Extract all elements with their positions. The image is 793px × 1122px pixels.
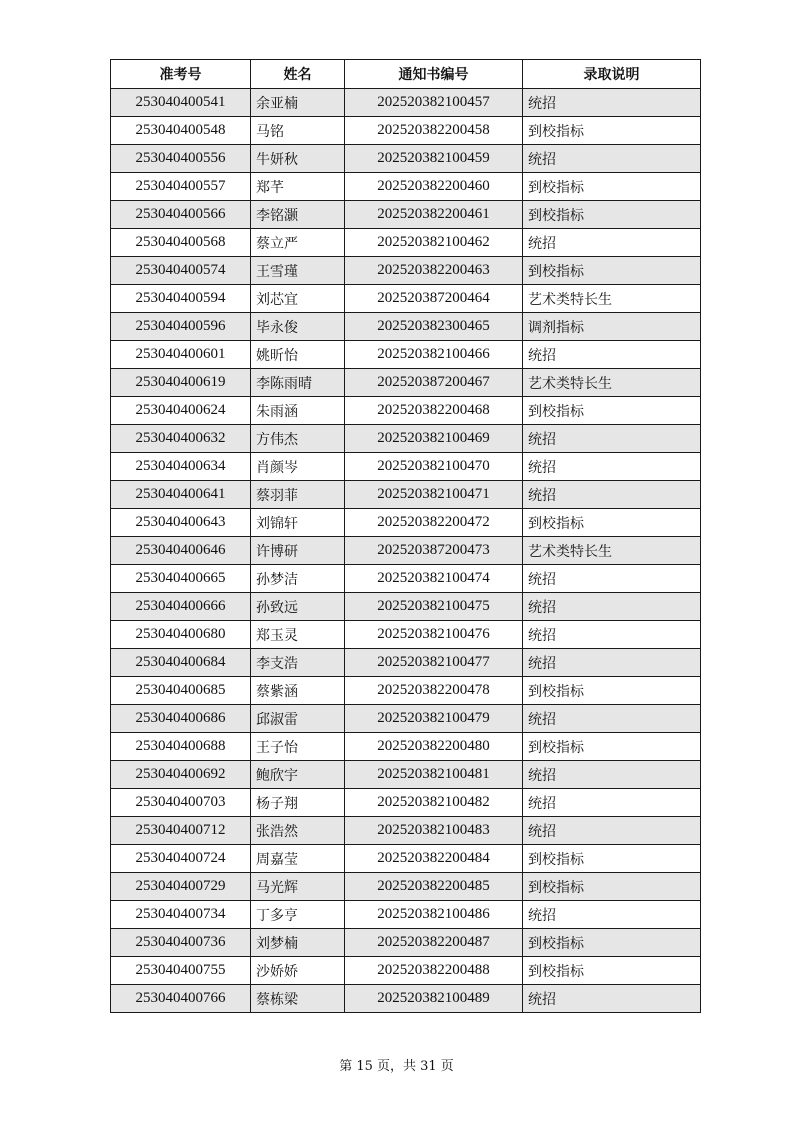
exam-number-cell: 253040400703 (111, 789, 251, 817)
notice-number-cell: 202520382100477 (345, 649, 523, 677)
exam-number-cell: 253040400556 (111, 145, 251, 173)
admission-note-cell: 到校指标 (523, 397, 701, 425)
name-cell: 周嘉莹 (251, 845, 345, 873)
table-row (111, 985, 701, 1013)
exam-number-cell: 253040400619 (111, 369, 251, 397)
exam-number-cell: 253040400548 (111, 117, 251, 145)
exam-number-cell: 253040400574 (111, 257, 251, 285)
notice-number-cell: 202520382200480 (345, 733, 523, 761)
notice-number-cell: 202520382100476 (345, 621, 523, 649)
notice-number-cell: 202520382100466 (345, 341, 523, 369)
exam-number-cell: 253040400665 (111, 565, 251, 593)
header-notice-number: 通知书编号 (345, 60, 523, 89)
name-cell: 肖颜岑 (251, 453, 345, 481)
notice-number-cell: 202520382200472 (345, 509, 523, 537)
notice-number-cell: 202520382100471 (345, 481, 523, 509)
notice-number-cell: 202520382200460 (345, 173, 523, 201)
name-cell: 朱雨涵 (251, 397, 345, 425)
exam-number-cell: 253040400766 (111, 985, 251, 1013)
table-row (111, 145, 701, 173)
table-body (111, 89, 701, 1013)
name-cell: 李支浩 (251, 649, 345, 677)
notice-number-cell: 202520382100470 (345, 453, 523, 481)
notice-number-cell: 202520382100481 (345, 761, 523, 789)
table-row (111, 369, 701, 397)
table-row (111, 341, 701, 369)
table-row (111, 733, 701, 761)
admission-note-cell: 艺术类特长生 (523, 537, 701, 565)
name-cell: 刘梦楠 (251, 929, 345, 957)
page-footer: 第 15 页，共 31 页 (339, 1059, 454, 1074)
table-row (111, 929, 701, 957)
name-cell: 孙致远 (251, 593, 345, 621)
admission-note-cell: 调剂指标 (523, 313, 701, 341)
name-cell: 马铭 (251, 117, 345, 145)
admission-note-cell: 统招 (523, 341, 701, 369)
admission-table (110, 59, 701, 1013)
exam-number-cell: 253040400566 (111, 201, 251, 229)
notice-number-cell: 202520382200468 (345, 397, 523, 425)
name-cell: 郑芊 (251, 173, 345, 201)
exam-number-cell: 253040400724 (111, 845, 251, 873)
name-cell: 蔡羽菲 (251, 481, 345, 509)
notice-number-cell: 202520382100469 (345, 425, 523, 453)
table-row (111, 817, 701, 845)
name-cell: 刘芯宜 (251, 285, 345, 313)
exam-number-cell: 253040400541 (111, 89, 251, 117)
admission-note-cell: 统招 (523, 481, 701, 509)
notice-number-cell: 202520382300465 (345, 313, 523, 341)
admission-note-cell: 统招 (523, 985, 701, 1013)
notice-number-cell: 202520387200467 (345, 369, 523, 397)
exam-number-cell: 253040400643 (111, 509, 251, 537)
name-cell: 马光辉 (251, 873, 345, 901)
exam-number-cell: 253040400632 (111, 425, 251, 453)
name-cell: 毕永俊 (251, 313, 345, 341)
notice-number-cell: 202520382200484 (345, 845, 523, 873)
name-cell: 沙娇娇 (251, 957, 345, 985)
exam-number-cell: 253040400596 (111, 313, 251, 341)
table-row (111, 425, 701, 453)
table-row (111, 257, 701, 285)
table-row (111, 705, 701, 733)
exam-number-cell: 253040400666 (111, 593, 251, 621)
name-cell: 刘锦轩 (251, 509, 345, 537)
table-row (111, 593, 701, 621)
name-cell: 张浩然 (251, 817, 345, 845)
admission-note-cell: 到校指标 (523, 845, 701, 873)
admission-note-cell: 到校指标 (523, 173, 701, 201)
exam-number-cell: 253040400557 (111, 173, 251, 201)
admission-note-cell: 到校指标 (523, 509, 701, 537)
exam-number-cell: 253040400601 (111, 341, 251, 369)
notice-number-cell: 202520382200458 (345, 117, 523, 145)
notice-number-cell: 202520382100475 (345, 593, 523, 621)
name-cell: 蔡栋梁 (251, 985, 345, 1013)
admission-note-cell: 统招 (523, 901, 701, 929)
admission-note-cell: 到校指标 (523, 257, 701, 285)
notice-number-cell: 202520382200488 (345, 957, 523, 985)
admission-note-cell: 到校指标 (523, 957, 701, 985)
notice-number-cell: 202520387200473 (345, 537, 523, 565)
admission-note-cell: 艺术类特长生 (523, 285, 701, 313)
exam-number-cell: 253040400624 (111, 397, 251, 425)
table-row (111, 453, 701, 481)
exam-number-cell: 253040400594 (111, 285, 251, 313)
admission-note-cell: 到校指标 (523, 117, 701, 145)
table-row (111, 313, 701, 341)
exam-number-cell: 253040400686 (111, 705, 251, 733)
admission-note-cell: 统招 (523, 621, 701, 649)
name-cell: 王雪瑾 (251, 257, 345, 285)
header-exam-number: 准考号 (111, 60, 251, 89)
table-row (111, 901, 701, 929)
admission-note-cell: 统招 (523, 817, 701, 845)
table-row (111, 565, 701, 593)
table-row (111, 677, 701, 705)
exam-number-cell: 253040400680 (111, 621, 251, 649)
table-row (111, 873, 701, 901)
name-cell: 孙梦洁 (251, 565, 345, 593)
admission-note-cell: 统招 (523, 453, 701, 481)
exam-number-cell: 253040400712 (111, 817, 251, 845)
exam-number-cell: 253040400685 (111, 677, 251, 705)
notice-number-cell: 202520382100479 (345, 705, 523, 733)
admission-note-cell: 到校指标 (523, 733, 701, 761)
notice-number-cell: 202520382100483 (345, 817, 523, 845)
admission-note-cell: 统招 (523, 761, 701, 789)
table-row (111, 845, 701, 873)
exam-number-cell: 253040400692 (111, 761, 251, 789)
exam-number-cell: 253040400646 (111, 537, 251, 565)
exam-number-cell: 253040400734 (111, 901, 251, 929)
notice-number-cell: 202520382100486 (345, 901, 523, 929)
exam-number-cell: 253040400729 (111, 873, 251, 901)
notice-number-cell: 202520387200464 (345, 285, 523, 313)
admission-note-cell: 统招 (523, 705, 701, 733)
notice-number-cell: 202520382100462 (345, 229, 523, 257)
table-row (111, 201, 701, 229)
table-row (111, 397, 701, 425)
name-cell: 杨子翔 (251, 789, 345, 817)
admission-note-cell: 统招 (523, 593, 701, 621)
exam-number-cell: 253040400684 (111, 649, 251, 677)
exam-number-cell: 253040400755 (111, 957, 251, 985)
name-cell: 李陈雨晴 (251, 369, 345, 397)
exam-number-cell: 253040400641 (111, 481, 251, 509)
name-cell: 蔡立严 (251, 229, 345, 257)
table-row (111, 761, 701, 789)
admission-note-cell: 到校指标 (523, 201, 701, 229)
notice-number-cell: 202520382200487 (345, 929, 523, 957)
notice-number-cell: 202520382200485 (345, 873, 523, 901)
exam-number-cell: 253040400736 (111, 929, 251, 957)
admission-note-cell: 统招 (523, 649, 701, 677)
name-cell: 邱淑雷 (251, 705, 345, 733)
header-name: 姓名 (251, 60, 345, 89)
name-cell: 李铭灏 (251, 201, 345, 229)
admission-note-cell: 统招 (523, 145, 701, 173)
admission-note-cell: 统招 (523, 229, 701, 257)
table-row (111, 229, 701, 257)
admission-note-cell: 统招 (523, 565, 701, 593)
table-row (111, 481, 701, 509)
exam-number-cell: 253040400688 (111, 733, 251, 761)
header-row (111, 60, 701, 89)
header-admission-note: 录取说明 (523, 60, 701, 89)
notice-number-cell: 202520382200478 (345, 677, 523, 705)
exam-number-cell: 253040400568 (111, 229, 251, 257)
name-cell: 蔡紫涵 (251, 677, 345, 705)
admission-note-cell: 艺术类特长生 (523, 369, 701, 397)
name-cell: 王子怡 (251, 733, 345, 761)
name-cell: 姚昕怡 (251, 341, 345, 369)
table-row (111, 89, 701, 117)
notice-number-cell: 202520382200461 (345, 201, 523, 229)
table-row (111, 117, 701, 145)
table-row (111, 649, 701, 677)
admission-note-cell: 统招 (523, 789, 701, 817)
notice-number-cell: 202520382100482 (345, 789, 523, 817)
notice-number-cell: 202520382200463 (345, 257, 523, 285)
exam-number-cell: 253040400634 (111, 453, 251, 481)
table-row (111, 957, 701, 985)
table-row (111, 789, 701, 817)
admission-note-cell: 统招 (523, 425, 701, 453)
name-cell: 郑玉灵 (251, 621, 345, 649)
name-cell: 丁多亨 (251, 901, 345, 929)
name-cell: 余亚楠 (251, 89, 345, 117)
notice-number-cell: 202520382100459 (345, 145, 523, 173)
admission-note-cell: 到校指标 (523, 929, 701, 957)
notice-number-cell: 202520382100457 (345, 89, 523, 117)
table-header (111, 60, 701, 89)
name-cell: 许博研 (251, 537, 345, 565)
name-cell: 方伟杰 (251, 425, 345, 453)
admission-note-cell: 到校指标 (523, 677, 701, 705)
admission-note-cell: 到校指标 (523, 873, 701, 901)
name-cell: 牛妍秋 (251, 145, 345, 173)
table-row (111, 285, 701, 313)
notice-number-cell: 202520382100489 (345, 985, 523, 1013)
notice-number-cell: 202520382100474 (345, 565, 523, 593)
table-row (111, 621, 701, 649)
table-row (111, 173, 701, 201)
name-cell: 鲍欣宇 (251, 761, 345, 789)
admission-note-cell: 统招 (523, 89, 701, 117)
table-row (111, 509, 701, 537)
table-row (111, 537, 701, 565)
